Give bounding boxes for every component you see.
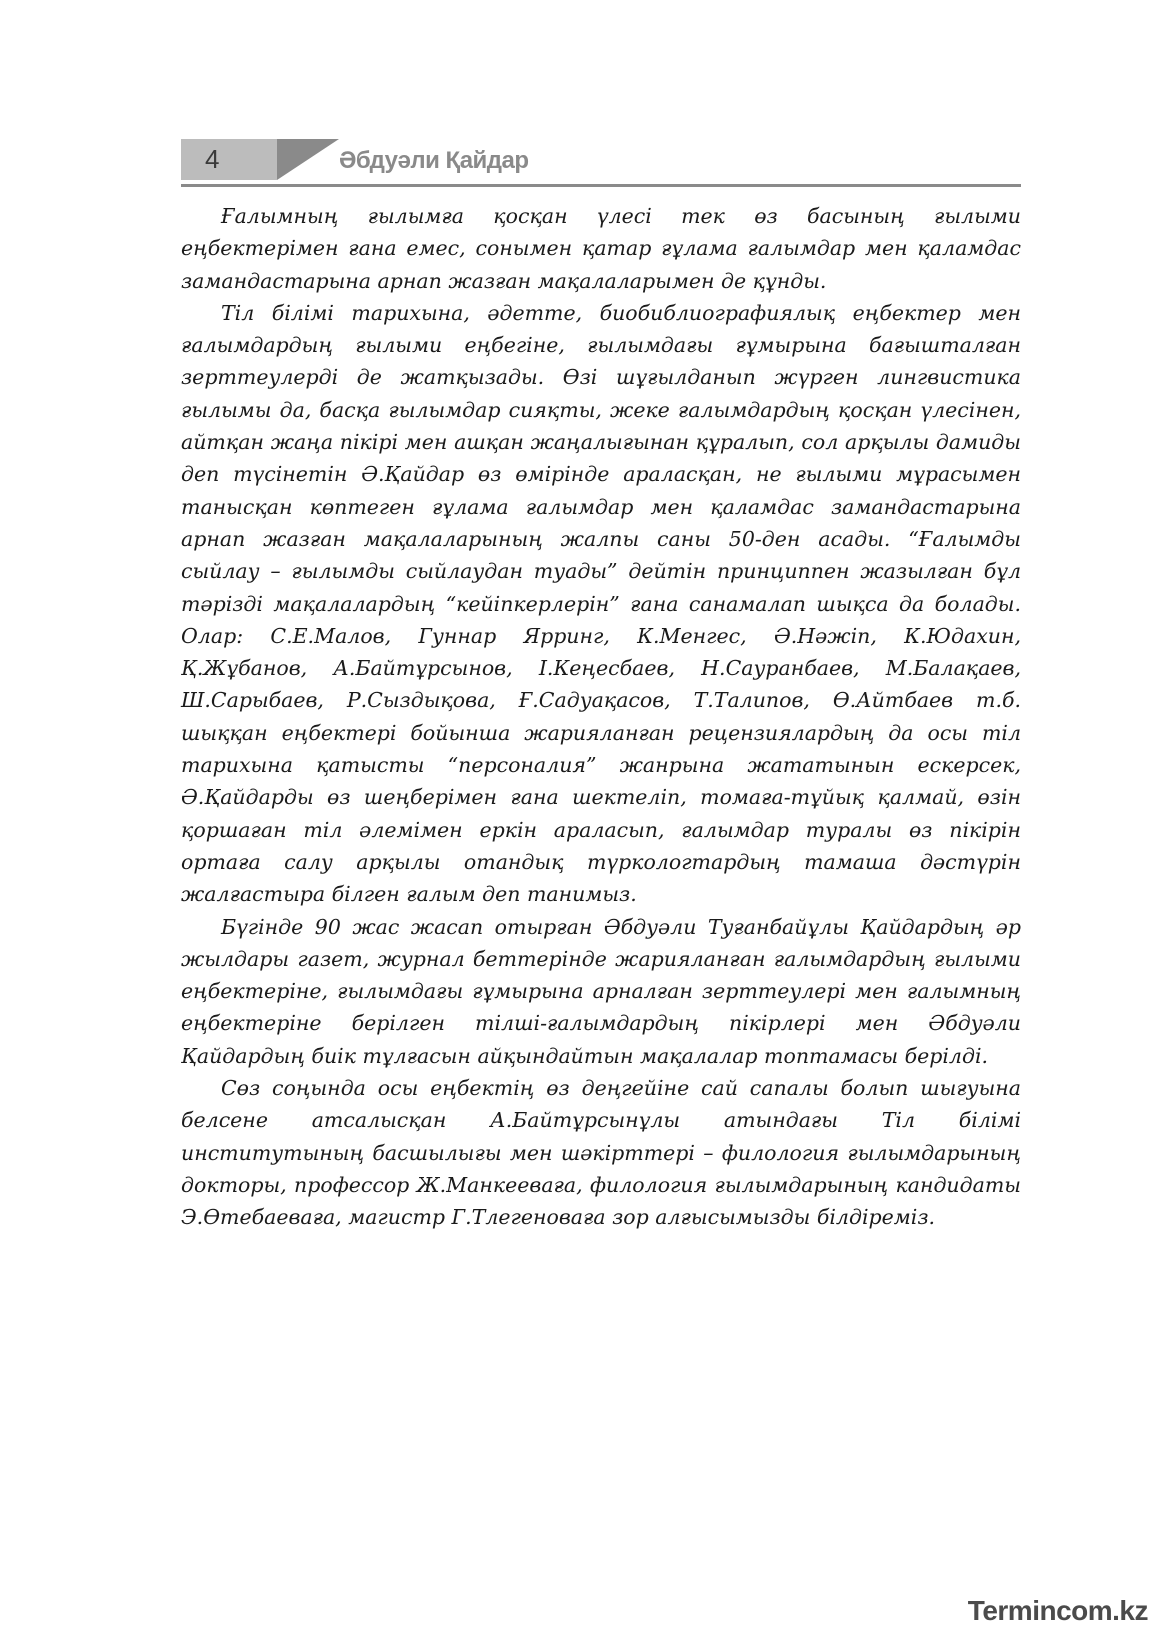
header-rule — [181, 184, 1021, 187]
paragraph: Тіл білімі тарихына, әдетте, биобиблиографиялық еңбектер мен ғалымдардың ғылыми еңбегіне, ғылымдағы ғұмырына бағышталған зерттеулерді де жатқызады. Өзі шұғылданып жүрген лингвистика ғылымы да, басқа ғылымдар сияқты, жеке ғалымдардың қосқан үлесінен, айтқан жаңа пікірі мен ашқан жаңалығынан құралып, сол арқылы дамиды деп түсінетін Ә.Қайдар өз өмірінде араласқан, не ғылыми мұрасымен танысқан көптеген ғұлама ғалымдар мен қаламдас замандастарына арнап жазған мақалаларының жалпы саны 50-ден асады. “Ғалымды сыйлау – ғылымды сыйлаудан туады” дейтін принциппен жазылған бұл тәрізді мақалалардың “кейіпкерлерін” ғана санамалап шықса да болады. Олар: С.Е.Малов, Гуннар Ярринг, К.Менгес, Ә.Нәжіп, К.Юдахин, Қ.Жұбанов, А.Байтұрсынов, І.Кеңесбаев, Н.Сауранбаев, М.Балақаев, Ш.Сарыбаев, Р.Сыздықова, Ғ.Садуақасов, Т.Талипов, Ө.Айтбаев т.б. шыққан еңбектері бойынша жарияланған рецензиялардың да осы тіл тарихына қатысты “персоналия” жанрына жататынын ескерсек, Ә.Қайдарды өз шеңберімен ғана шектеліп, томаға-тұйық қалмай, өзін қоршаған тіл әлемімен еркін араласып, ғалымдар туралы өз пікірін ортаға салу арқылы отандық түркологтардың тамаша дәстүрін жалғастыра білген ғалым деп танимыз. — [181, 300, 1021, 907]
paragraph: Ғалымның ғылымға қосқан үлесі тек өз басының ғылыми еңбектерімен ғана емес, сонымен қатар ғұлама ғалымдар мен қаламдас замандастарына арнап жазған мақалаларымен де құнды. — [181, 204, 1021, 293]
running-header — [181, 139, 1021, 187]
book-title: Әбдуәли Қайдар — [339, 147, 529, 174]
header-tab-wedge — [277, 139, 339, 180]
paragraph: Сөз соңында осы еңбектің өз деңгейіне сай сапалы болып шығуына белсене атсалысқан А.Байтұрсынұлы атындағы Тіл білімі институтының басшылығы мен шәкірттері – филология ғылымдарының докторы, профессор Ж.Манкееваға, филология ғылымдарының кандидаты Э.Өтебаеваға, магистр Г.Тлегеноваға зор алғысымызды білдіреміз. — [181, 1076, 1021, 1230]
paragraph: Бүгінде 90 жас жасап отырған Әбдуәли Туғанбайұлы Қайдардың әр жылдары газет, журнал беттерінде жарияланған ғалымдардың ғылыми еңбектеріне, ғылымдағы ғұмырына арналған зерттеулері мен ғалымның еңбектеріне берілген тілші-ғалымдардың пікірлері мен Әбдуәли Қайдардың биік тұлғасын айқындайтын мақалалар топтамасы берілді. — [181, 914, 1021, 1068]
body-text — [181, 200, 1021, 1234]
page-number-tab — [181, 139, 277, 180]
page-number: 4 — [205, 144, 220, 174]
site-watermark: Termincom.kz — [967, 1595, 1148, 1626]
